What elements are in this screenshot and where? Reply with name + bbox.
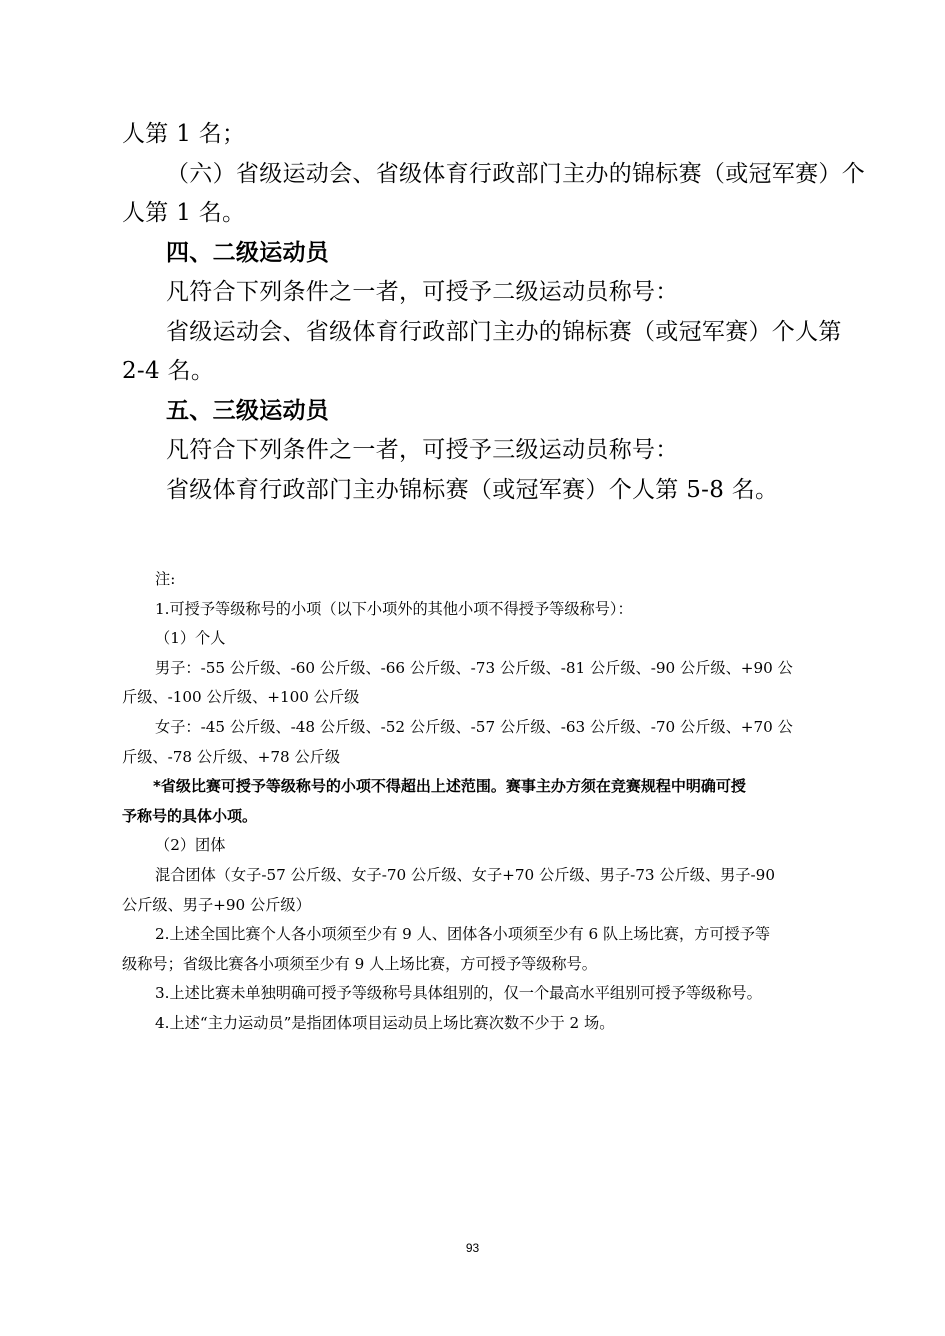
note-team-label: （2）团体 [155,836,226,855]
section-heading-level2: 四、二级运动员 [166,239,330,266]
team-weight-classes: 混合团体（女子-57 公斤级、女子-70 公斤级、女子+70 公斤级、男子-73 公斤级、男子-90 [155,865,776,884]
note-1: 1.可授予等级称号的小项（以下小项外的其他小项不得授予等级称号）： [155,599,633,618]
section-intro: 凡符合下列条件之一者，可授予三级运动员称号： [166,437,679,463]
page-number: 93 [465,1241,480,1255]
condition-line: 省级体育行政部门主办锦标赛（或冠军赛）个人第 5-8 名。 [166,476,779,503]
bold-notice: *省级比赛可授予等级称号的小项不得超出上述范围。赛事主办方须在竞赛规程中明确可授 [153,777,746,796]
note-4: 4.上述“主力运动员”是指团体项目运动员上场比赛次数不少于 2 场。 [155,1013,615,1032]
women-weight-classes-cont: 斤级、-78 公斤级、+78 公斤级 [122,747,341,766]
bold-notice-cont: 予称号的具体小项。 [122,806,258,825]
section-intro: 凡符合下列条件之一者，可授予二级运动员称号： [166,279,679,305]
main-text [122,115,865,510]
notes-section [122,565,827,1039]
note-2: 2.上述全国比赛个人各小项须至少有 9 人、团体各小项须至少有 6 队上场比赛，方可授予等 [155,925,771,944]
paragraph-line: 人第 1 名； [122,121,246,147]
women-weight-classes: 女子：-45 公斤级、-48 公斤级、-52 公斤级、-57 公斤级、-63 公斤级、-70 公斤级、+70 公 [155,717,793,736]
condition-line: 省级运动会、省级体育行政部门主办的锦标赛（或冠军赛）个人第 [166,318,842,345]
men-weight-classes-cont: 斤级、-100 公斤级、+100 公斤级 [122,688,360,707]
condition-line: 2-4 名。 [122,358,215,384]
note-individual-label: （1）个人 [155,629,226,648]
notes-label: 注: [155,570,176,588]
men-weight-classes: 男子：-55 公斤级、-60 公斤级、-66 公斤级、-73 公斤级、-81 公斤级、-90 公斤级、+90 公 [155,658,793,677]
paragraph-line: 人第 1 名。 [122,200,246,226]
section-heading-level3: 五、三级运动员 [166,397,330,424]
note-2-cont: 级称号；省级比赛各小项须至少有 9 人上场比赛，方可授予等级称号。 [122,954,597,973]
list-item-six: （六）省级运动会、省级体育行政部门主办的锦标赛（或冠军赛）个 [166,160,865,187]
note-3: 3.上述比赛未单独明确可授予等级称号具体组别的，仅一个最高水平组别可授予等级称号。 [155,984,762,1003]
team-weight-classes-cont: 公斤级、男子+90 公斤级） [122,895,311,914]
